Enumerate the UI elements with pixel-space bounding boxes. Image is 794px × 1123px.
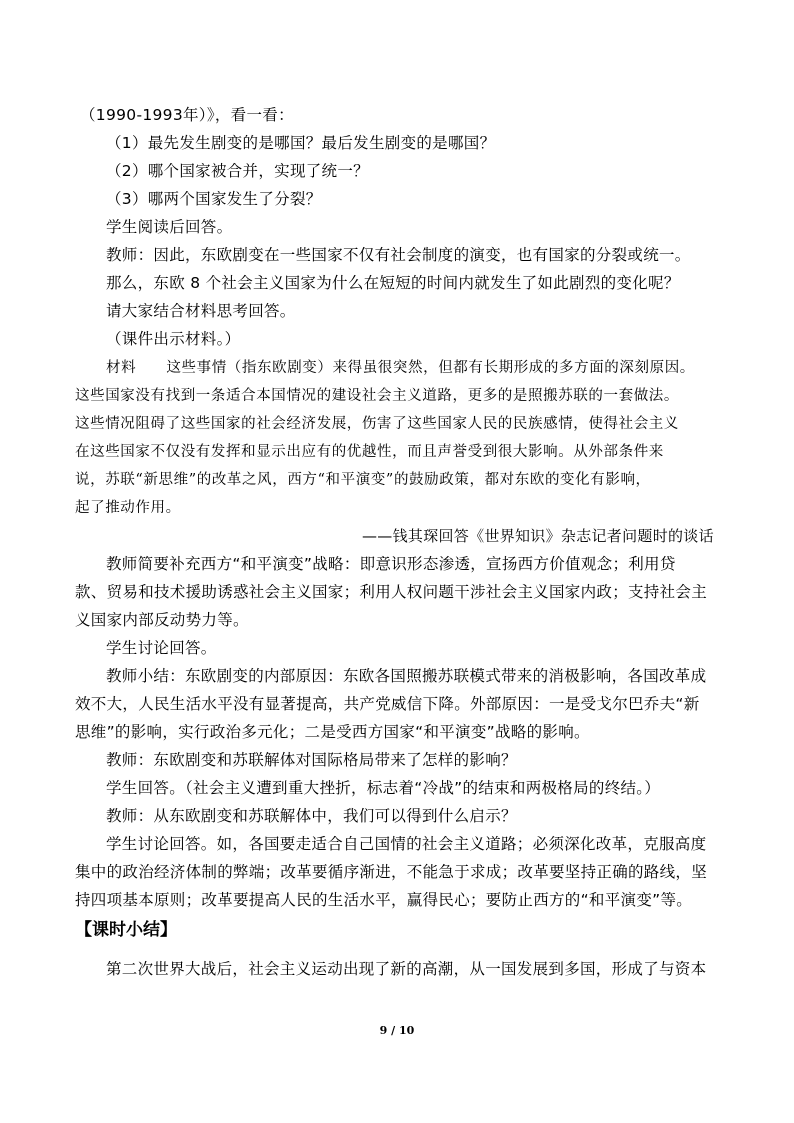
material-line: 这些国家没有找到一条适合本国情况的建设社会主义道路，更多的是照搬苏联的一套做法。 bbox=[75, 388, 679, 404]
text-line: 学生讨论回答。如，各国要走适合自己国情的社会主义道路；必须深化改革，克服高度 bbox=[106, 835, 707, 853]
material-source: ——钱其琛回答《世界知识》杂志记者问题时的谈话 bbox=[362, 527, 714, 545]
text-line: （课件出示材料。） bbox=[106, 330, 241, 348]
text-line: 教师：从东欧剧变和苏联解体中，我们可以得到什么启示？ bbox=[106, 807, 517, 825]
page-number: 9 / 10 bbox=[379, 1024, 415, 1037]
text-line: 教师小结：东欧剧变的内部原因：东欧各国照搬苏联模式带来的消极影响，各国改革成 bbox=[106, 667, 707, 685]
text-line: 款、贸易和技术援助诱惑社会主义国家；利用人权问题干涉社会主义国家内政；支持社会主 bbox=[75, 583, 708, 601]
text-line: 学生讨论回答。 bbox=[106, 639, 217, 657]
material-line: 这些情况阻碍了这些国家的社会经济发展，伤害了这些国家人民的民族感情，使得社会主义 bbox=[75, 416, 679, 432]
text-line: 教师简要补充西方“和平演变”战略：即意识形态渗透，宣扬西方价值观念；利用贷 bbox=[106, 555, 676, 573]
text-line: 教师：东欧剧变和苏联解体对国际格局带来了怎样的影响？ bbox=[106, 751, 517, 769]
question-1: （1）最先发生剧变的是哪国？最后发生剧变的是哪国？ bbox=[106, 134, 496, 152]
text-line: （1990-1993年）》，看一看： bbox=[80, 106, 294, 124]
text-line: 学生回答。（社会主义遭到重大挫折，标志着“冷战”的结束和两极格局的终结。） bbox=[106, 779, 661, 797]
section-heading: 【课时小结】 bbox=[75, 920, 177, 940]
text-line: 教师：因此，东欧剧变在一些国家不仅有社会制度的演变，也有国家的分裂或统一。 bbox=[106, 246, 691, 264]
text-line: 思维”的影响，实行政治多元化；二是受西方国家“和平演变”战略的影响。 bbox=[75, 723, 590, 741]
question-2: （2）哪个国家被合并，实现了统一？ bbox=[106, 162, 369, 180]
text-line: 义国家内部反动势力等。 bbox=[75, 611, 249, 629]
text-line: 集中的政治经济体制的弊端；改革要循序渐进，不能急于求成；改革要坚持正确的路线，坚 bbox=[75, 863, 708, 881]
text-line: 学生阅读后回答。 bbox=[106, 218, 233, 236]
text-line: 效不大，人民生活水平没有显著提高，共产党威信下降。外部原因：一是受戈尔巴乔夫“新 bbox=[75, 695, 700, 713]
text-line: 第二次世界大战后，社会主义运动出现了新的高潮，从一国发展到多国，形成了与资本 bbox=[106, 960, 707, 978]
material-line: 材料 这些事情（指东欧剧变）来得虽很突然，但都有长期形成的多方面的深刻原因。 bbox=[106, 360, 695, 376]
question-3: （3）哪两个国家发生了分裂？ bbox=[106, 190, 322, 208]
material-line: 在这些国家不仅没有发挥和显示出应有的优越性，而且声誉受到很大影响。从外部条件来 bbox=[75, 444, 664, 460]
text-line: 那么，东欧 8 个社会主义国家为什么在短短的时间内就发生了如此剧烈的变化呢？ bbox=[106, 274, 680, 292]
material-line: 起了推动作用。 bbox=[75, 500, 181, 516]
material-line: 说，苏联“新思维”的改革之风，西方“和平演变”的鼓励政策，都对东欧的变化有影响， bbox=[75, 472, 651, 488]
text-line: 请大家结合材料思考回答。 bbox=[106, 302, 296, 320]
text-line: 持四项基本原则；改革要提高人民的生活水平，赢得民心；要防止西方的“和平演变”等。 bbox=[75, 891, 693, 909]
